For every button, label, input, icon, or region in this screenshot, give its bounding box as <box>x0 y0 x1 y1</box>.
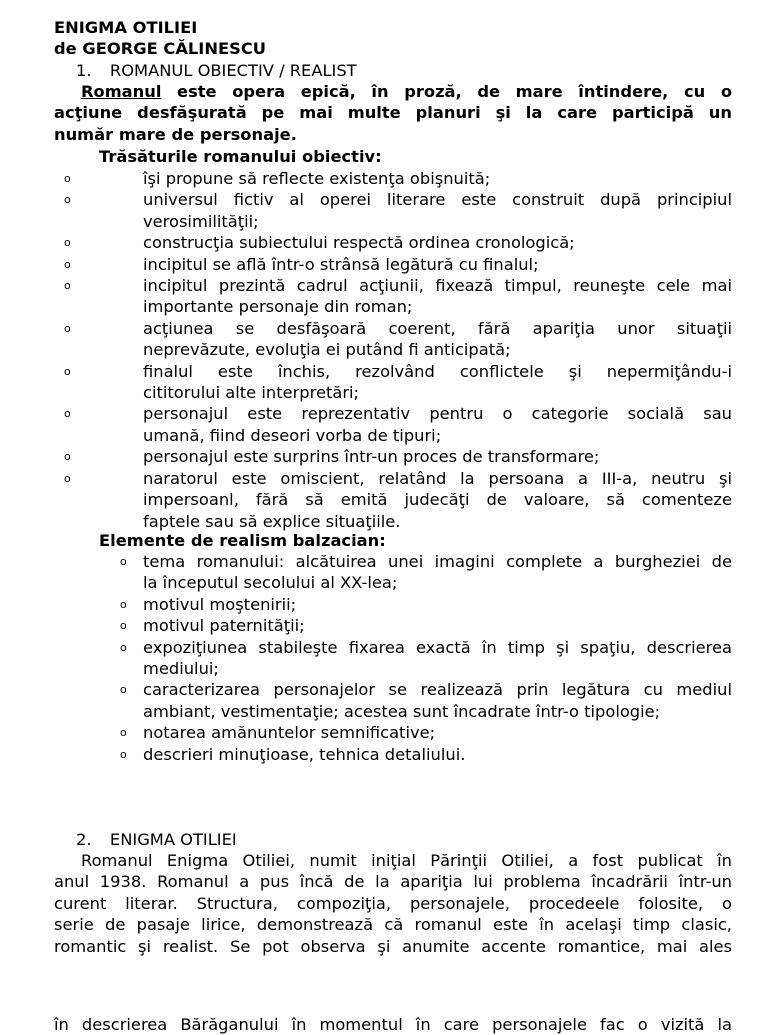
balzac-item-line: descrieri minuţioase, tehnica detaliului. <box>143 744 466 764</box>
bullet-icon: o <box>120 597 127 611</box>
bullet-icon: o <box>64 172 71 185</box>
balzac-item-line: notarea amănuntelor semnificative; <box>143 723 436 743</box>
trait-item-line: verosimilităţii; <box>143 211 259 231</box>
bullet-icon: o <box>64 193 71 207</box>
bullet-icon: o <box>64 407 71 421</box>
balzac-item <box>54 594 732 615</box>
trait-item <box>54 232 732 253</box>
section1-number: 1. <box>76 61 92 80</box>
trait-item <box>54 275 732 318</box>
section2-heading <box>76 829 237 850</box>
intro-keyword: Romanul <box>81 82 162 101</box>
bullet-icon: o <box>64 471 71 485</box>
bullet-icon: o <box>120 555 127 568</box>
trait-item-line: finalul este închis, rezolvând conflictele şi nepermiţându-i <box>143 361 732 381</box>
intro-line-1 <box>54 81 732 102</box>
document-title: ENIGMA OTILIEI <box>54 18 198 37</box>
trait-item <box>54 189 732 232</box>
bullet-icon: o <box>120 683 127 697</box>
section2-paragraph <box>54 850 732 957</box>
traits-heading: Trăsăturile romanului obiectiv: <box>99 147 382 166</box>
trait-item-line: naratorul este omiscient, relatând la persoana a III-a, neutru şi <box>143 468 732 488</box>
balzac-item-line: expoziţiunea stabileşte fixarea exactă în timp şi spaţiu, descrierea <box>143 637 732 657</box>
trait-item-line: importante personaje din roman; <box>143 297 413 317</box>
trait-item-line: impersoanl, fără să emită judecăţi de valoare, să comenteze <box>143 490 732 510</box>
balzac-item-line: mediului; <box>143 659 219 679</box>
bullet-icon: o <box>64 236 71 250</box>
intro-line-1-text: este opera epică, în proză, de mare întindere, cu o <box>161 82 732 101</box>
trait-item-line: incipitul se află într-o strânsă legătură cu finalul; <box>143 254 539 274</box>
trait-item-line: faptele sau să explice situaţiile. <box>143 511 401 531</box>
balzac-item <box>54 637 732 680</box>
trait-item <box>54 403 732 446</box>
balzac-item-line: la începutul secolului al XX-lea; <box>143 573 398 593</box>
trait-item <box>54 168 732 189</box>
trait-item-line: cititorului alte interpretări; <box>143 383 360 403</box>
section1-heading <box>76 60 357 81</box>
intro-line-3: număr mare de personaje. <box>54 124 297 144</box>
trait-item <box>54 318 732 361</box>
balzac-item-line: motivul paternităţii; <box>143 616 305 636</box>
para-line-4: serie de pasaje lirice, demonstrează că romanul este în acelaşi timp clasic, <box>54 915 732 935</box>
trait-item-line: universul fictiv al operei literare este construit după principiul <box>143 190 732 210</box>
bullet-icon: o <box>64 450 71 464</box>
bullet-icon: o <box>120 747 127 761</box>
trait-item <box>54 361 732 404</box>
trait-item-line: umană, fiind deseori vorba de tipuri; <box>143 425 442 445</box>
para-line-1: Romanul Enigma Otiliei, numit iniţial Părinţii Otiliei, a fost publicat în <box>81 851 732 870</box>
trait-item-line: incipitul prezintă cadrul acţiunii, fixează timpul, reuneşte cele mai <box>143 276 732 296</box>
trait-item-line: acţiunea se desfăşoară coerent, fără apariţia unor situaţii <box>143 318 732 338</box>
balzac-heading: Elemente de realism balzacian: <box>99 531 386 550</box>
section2-heading-text: ENIGMA OTILIEI <box>109 830 237 849</box>
trait-item-line: neprevăzute, evoluţia ei putând fi anticipată; <box>143 340 511 360</box>
section1-heading-text: ROMANUL OBIECTIV / REALIST <box>109 61 357 80</box>
para-line-2: anul 1938. Romanul a pus încă de la apariţia lui problema încadrării într-un <box>54 872 732 892</box>
intro-line-2: acţiune desfăşurată pe mai multe planuri şi la care participă un <box>54 103 732 123</box>
trait-item-line: personajul este surprins într-un proces de transformare; <box>143 447 600 467</box>
balzac-list <box>54 551 732 765</box>
bullet-icon: o <box>64 257 71 271</box>
trait-item <box>54 254 732 275</box>
para-line-5: romantic şi realist. Se pot observa şi anumite accente romantice, mai ales <box>54 936 732 956</box>
balzac-item-line: ambiant, vestimentaţie; acestea sunt încadrate într-o tipologie; <box>143 701 661 721</box>
trait-item-line: personajul este reprezentativ pentru o categorie socială sau <box>143 404 732 424</box>
section2-number: 2. <box>76 830 92 849</box>
bullet-icon: o <box>120 726 127 740</box>
trait-item <box>54 468 732 532</box>
balzac-item-line: caracterizarea personajelor se realizează prin legătura cu mediul <box>143 680 732 700</box>
balzac-item <box>54 744 732 765</box>
bullet-icon: o <box>64 321 71 335</box>
balzac-item <box>54 551 732 594</box>
balzac-item-line: motivul moştenirii; <box>143 594 297 614</box>
bullet-icon: o <box>64 364 71 378</box>
balzac-item <box>54 722 732 743</box>
trait-item-line: îşi propune să reflecte existenţa obişnuită; <box>143 169 491 188</box>
author-line: de GEORGE CĂLINESCU <box>54 39 267 58</box>
para-cut-line: în descrierea Bărăganului în momentul în care personajele fac o vizită la <box>54 1015 732 1034</box>
bullet-icon: o <box>120 619 127 633</box>
trait-item-line: construcţia subiectului respectă ordinea cronologică; <box>143 233 575 253</box>
balzac-item-line: tema romanului: alcătuirea unei imagini complete a burgheziei de <box>143 552 732 571</box>
trait-item <box>54 446 732 467</box>
intro-paragraph <box>54 81 732 145</box>
traits-list <box>54 168 732 532</box>
bullet-icon: o <box>120 640 127 654</box>
para-line-3: curent literar. Structura, compoziţia, personajele, procedeele folosite, o <box>54 893 732 913</box>
bullet-icon: o <box>64 279 71 293</box>
balzac-item <box>54 615 732 636</box>
balzac-item <box>54 679 732 722</box>
